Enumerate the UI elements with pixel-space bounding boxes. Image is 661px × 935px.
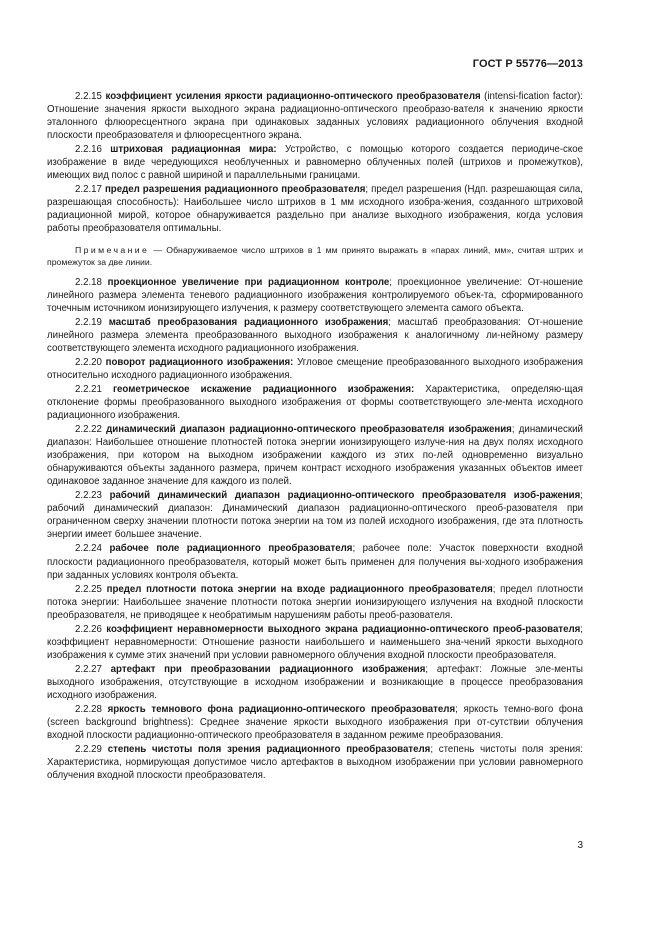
- defined-term: рабочий динамический диапазон радиационно-оптического преобразователя изоб-ражения: [109, 490, 581, 502]
- definition-text: ; коэффициент неравномерности: Отношение разности наибольшего и наименьшего зна-чений яркости выходного изображения к сумме этих значений при условии равномерного облучения входной плоскости преобразователя.: [47, 623, 583, 661]
- defined-term: артефакт при преобразовании радиационного изображения: [110, 663, 426, 675]
- definition-paragraph: [47, 743, 583, 782]
- terms-block-1: [47, 90, 583, 236]
- definition-paragraph: [47, 143, 583, 182]
- note-label: Примечание: [75, 244, 150, 255]
- definition-text: ; проекционное увеличение: От-ношение линейного размера элемента теневого радиационного изображения контролируемого объек-та, сформированного точечным источником ионизирующего излучения, к размеру соответствующего элемента самого объекта.: [47, 276, 583, 314]
- definition-text: Угловое смещение преобразованного выходного изображения относительно исходного радиационного изображения.: [47, 356, 584, 381]
- clause-number: 2.2.19: [75, 316, 102, 328]
- clause-number: 2.2.18: [75, 276, 102, 288]
- defined-term: яркость темнового фона радиационно-оптического преобразователя: [107, 704, 456, 716]
- terms-block-2: [47, 276, 583, 783]
- definition-text: ; артефакт: Ложные эле-менты выходного изображения, отсутствующие в исходном изображении и возникающие в процессе преобразования исходного изображения.: [47, 663, 583, 701]
- definition-text: ; степень чистоты поля зрения: Характеристика, нормирующая допустимое число артефактов в выходном изображении при условии равномерного облучения входной плоскости преобразователя.: [47, 744, 583, 782]
- clause-number: 2.2.21: [75, 383, 102, 395]
- defined-term: геометрическое искажение радиационного изображения:: [113, 383, 415, 395]
- clause-number: 2.2.17: [75, 184, 102, 196]
- defined-term: рабочее поле радиационного преобразователя: [109, 543, 353, 555]
- definition-text: ; яркость темно-вого фона (screen background brightness): Среднее значение яркости выходного изображения при от-сутствии облучения входной плоскости радиационно-оптического преобразователя в заданном режиме преобразования.: [47, 704, 583, 742]
- definition-paragraph: [47, 356, 583, 382]
- clause-number: 2.2.25: [75, 583, 102, 595]
- definition-text: ; предел плотности потока энергии: Наибольшее значение плотности потока энергии ионизирующего излучения на входной плоскости преобразователя, не приводящее к необратимым нарушениям работы преоб-разователя.: [47, 583, 583, 621]
- definition-paragraph: [47, 316, 583, 355]
- clause-number: 2.2.28: [75, 704, 102, 716]
- clause-number: 2.2.24: [75, 543, 102, 555]
- clause-number: 2.2.27: [75, 663, 102, 675]
- defined-term: предел разрешения радиационного преобразователя: [104, 184, 366, 196]
- defined-term: динамический диапазон радиационно-оптического преобразователя изображения: [106, 424, 512, 436]
- clause-number: 2.2.23: [75, 490, 102, 502]
- page-number: 3: [577, 840, 583, 851]
- definition-paragraph: [47, 703, 583, 742]
- definition-text: ; масштаб преобразования: От-ношение линейного размера элемента преобразованного выходного изображения к аналогичному ли-нейному размеру соответствующего элемента исходного радиационного изображения.: [47, 316, 583, 354]
- defined-term: коэффициент неравномерности выходного экрана радиационно-оптического преоб-разователя: [106, 623, 581, 635]
- clause-number: 2.2.22: [75, 424, 102, 436]
- definition-paragraph: [47, 383, 583, 422]
- definition-paragraph: [47, 423, 583, 488]
- defined-term: масштаб преобразования радиационного изображения: [108, 316, 389, 328]
- definition-paragraph: [47, 183, 583, 235]
- clause-number: 2.2.20: [75, 356, 102, 368]
- definition-paragraph: [47, 276, 583, 315]
- definition-text: ; рабочее поле: Участок поверхности входной плоскости радиационного преобразователя, который может быть применен для получения вы-ходного изображения при заданных условиях контроля объекта.: [47, 543, 584, 581]
- standard-header: ГОСТ Р 55776—2013: [472, 58, 583, 70]
- document-body: [47, 90, 583, 783]
- defined-term: коэффициент усиления яркости радиационно-оптического преобразователя: [105, 91, 481, 102]
- note-text: — Обнаруживаемое число штрихов в 1 мм принято выражать в «парах линий, мм», считая штрих и промежуток за две линии.: [47, 244, 583, 267]
- definition-paragraph: [47, 663, 583, 702]
- note: [47, 244, 583, 268]
- defined-term: штриховая радиационная мира:: [110, 144, 277, 156]
- definition-text: Устройство, с помощью которого создается периодиче-ское изображение в виде чередующихся необлученных и равномерно облученных полей (штрихов и промежутков), имеющих вид полос с равной шириной и параллельными границами.: [47, 144, 583, 182]
- clause-number: 2.2.16: [75, 144, 102, 156]
- defined-term: степень чистоты поля зрения радиационного преобразователя: [107, 744, 431, 756]
- definition-paragraph: [47, 583, 583, 622]
- definition-paragraph: [47, 542, 583, 581]
- definition-text: ; рабочий динамический диапазон: Динамический диапазон радиационно-оптического преоб-разователя при ограниченном сверху значении плотности потока энергии на том из полей исходного изображения, где эта плотность энергии имеет большее значение.: [47, 490, 583, 541]
- defined-term: предел плотности потока энергии на входе радиационного преобразователя: [106, 583, 493, 595]
- definition-text: (intensi-fication factor): Отношение значения яркости выходного экрана радиационно-оптического преобразо-вателя к значению яркости эталонного флюоресцентного экрана при одинаковых заданных условиях радиационного облучения входной плоскости преобразователя и флюоресцентного экрана.: [47, 91, 583, 142]
- definition-paragraph: [47, 90, 583, 142]
- definition-paragraph: [47, 623, 583, 662]
- defined-term: поворот радиационного изображения:: [105, 356, 294, 368]
- definition-paragraph: [47, 489, 583, 541]
- clause-number: 2.2.29: [75, 744, 102, 756]
- definition-text: ; динамический диапазон: Наибольшее отношение плотностей потока энергии ионизирующего излуче-ния на двух полях исходного изображения, при котором на выходном изображении каждого из этих по-лей одновременно визуально обнаруживаются объекты заданного размера, причем контраст исходного изображения указанных объектов имеет одинаковое заданное значение для каждого из полей.: [47, 424, 583, 488]
- clause-number: 2.2.26: [75, 623, 102, 635]
- definition-text: ; предел разрешения (Ндп. разрешающая сила, разрешающая способность): Наибольшее число штрихов в 1 мм исходного изобра-жения, созданного штриховой радиационной мирой, которое обнаруживается раздельно при анализе выходного изображения, когда условия работы преобразователя оптимальны.: [47, 184, 583, 235]
- clause-number: 2.2.15: [75, 91, 102, 102]
- defined-term: проекционное увеличение при радиационном контроле: [107, 276, 390, 288]
- definition-text: Характеристика, определяю-щая отклонение формы преобразованного выходного изображения от формы соответствующего эле-мента исходного радиационного изображения.: [47, 383, 583, 421]
